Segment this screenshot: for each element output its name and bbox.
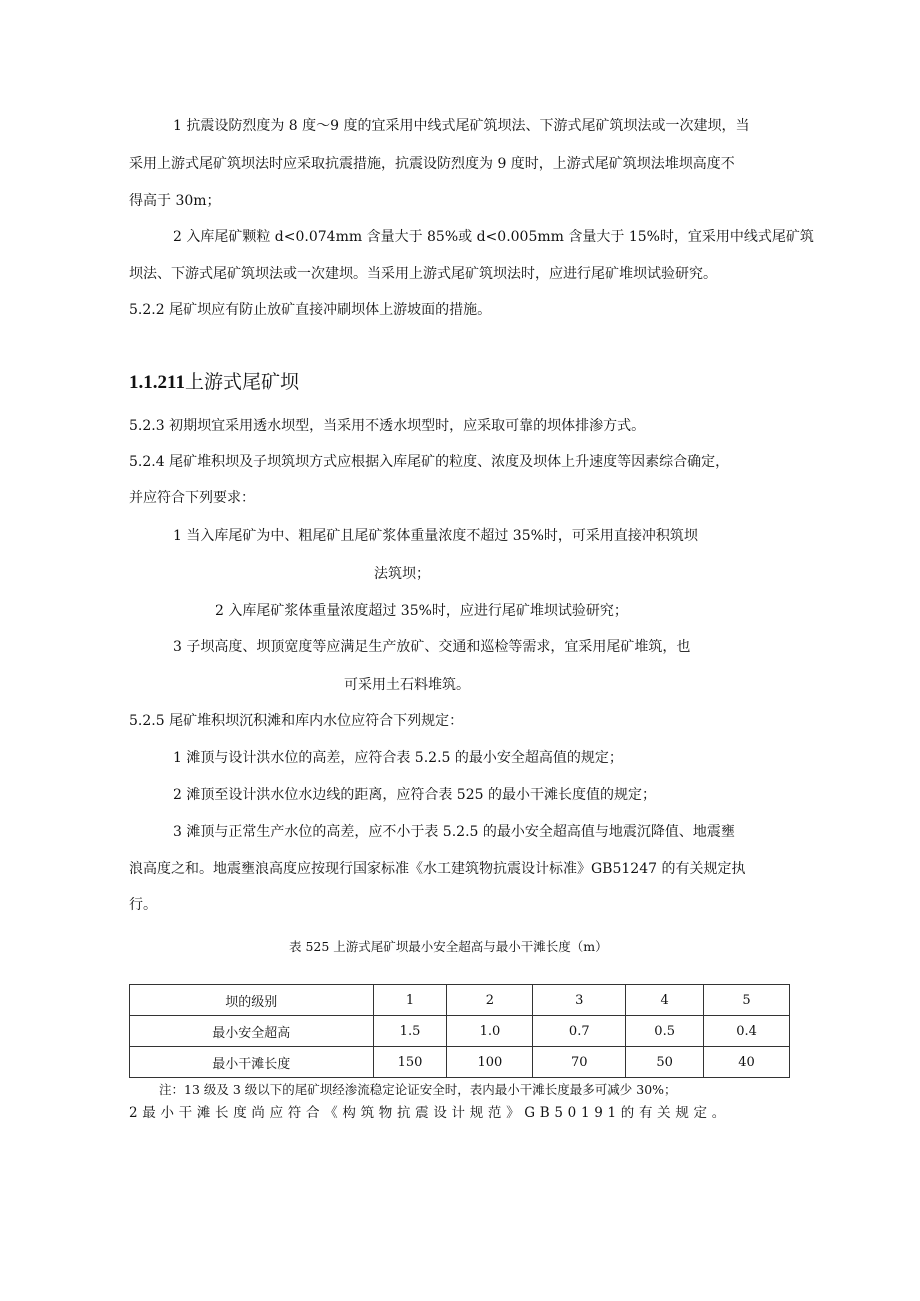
table-cell: 1.0 — [447, 1016, 533, 1047]
row-label: 最小安全超高 — [130, 1016, 374, 1047]
table-cell: 1.5 — [373, 1016, 447, 1047]
table-cell: 0.4 — [704, 1016, 790, 1047]
table-cell: 40 — [704, 1047, 790, 1078]
table-cell: 70 — [533, 1047, 626, 1078]
paragraph-1-line-1: 1 抗震设防烈度为 8 度～9 度的宜采用中线式尾矿筑坝法、下游式尾矿筑坝法或一次建坝，当 — [173, 118, 750, 134]
section-heading-title: 上游式尾矿坝 — [184, 371, 299, 393]
table-row — [130, 985, 790, 1016]
table-cell: 100 — [447, 1047, 533, 1078]
table-cell: 4 — [626, 985, 704, 1016]
rule-3-line-3: 行。 — [129, 897, 157, 913]
table-cell: 5 — [704, 985, 790, 1016]
table-note-2: 2 最 小 干 滩 长 度 尚 应 符 合 《 构 筑 物 抗 震 设 计 规 范 》 G B 5 0 1 9 1 的 有 关 规 定 。 — [129, 1105, 726, 1121]
table-cell: 0.7 — [533, 1016, 626, 1047]
table-cell: 150 — [373, 1047, 447, 1078]
table-caption: 表 525 上游式尾矿坝最小安全超高与最小干滩长度（m） — [289, 939, 608, 954]
table-cell: 1 — [373, 985, 447, 1016]
rule-3-line-1: 3 滩顶与正常生产水位的高差，应不小于表 5.2.5 的最小安全超高值与地震沉降值、地震壅 — [173, 824, 735, 840]
clause-5-2-2: 5.2.2 尾矿坝应有防止放矿直接冲刷坝体上游坡面的措施。 — [129, 302, 492, 318]
clause-5-2-3: 5.2.3 初期坝宜采用透水坝型，当采用不透水坝型时，应采取可靠的坝体排渗方式。 — [129, 418, 646, 434]
item-3-line-2: 可采用土石料堆筑。 — [344, 677, 470, 693]
item-3-line-1: 3 子坝高度、坝顶宽度等应满足生产放矿、交通和巡检等需求，宜采用尾矿堆筑，也 — [173, 639, 691, 655]
clause-5-2-5: 5.2.5 尾矿堆积坝沉积滩和库内水位应符合下列规定： — [129, 713, 464, 729]
table-note-1: 注：13 级及 3 级以下的尾矿坝经渗流稳定论证安全时，表内最小干滩长度最多可减少 30%； — [159, 1082, 677, 1097]
table-row — [130, 1047, 790, 1078]
section-heading-number: 1.1.211 — [129, 372, 185, 393]
paragraph-2-line-1: 2 入库尾矿颗粒 d<0.074mm 含量大于 85%或 d<0.005mm 含量大于 15%时，宜采用中线式尾矿筑 — [173, 229, 814, 245]
item-1-line-1: 1 当入库尾矿为中、粗尾矿且尾矿浆体重量浓度不超过 35%时，可采用直接冲积筑坝 — [173, 528, 698, 544]
row-label: 坝的级别 — [130, 985, 374, 1016]
rule-3-line-2: 浪高度之和。地震壅浪高度应按现行国家标准《水工建筑物抗震设计标准》GB51247 的有关规定执 — [129, 861, 746, 877]
table-row — [130, 1016, 790, 1047]
table-cell: 3 — [533, 985, 626, 1016]
paragraph-1-line-2: 采用上游式尾矿筑坝法时应采取抗震措施，抗震设防烈度为 9 度时，上游式尾矿筑坝法堆坝高度不 — [129, 156, 735, 172]
requirements-table — [129, 984, 790, 1078]
section-heading — [129, 369, 299, 396]
clause-5-2-4-line-2: 并应符合下列要求： — [129, 490, 255, 506]
row-label: 最小干滩长度 — [130, 1047, 374, 1078]
clause-5-2-4-line-1: 5.2.4 尾矿堆积坝及子坝筑坝方式应根据入库尾矿的粒度、浓度及坝体上升速度等因素综合确定， — [129, 454, 730, 470]
table-cell: 50 — [626, 1047, 704, 1078]
rule-2: 2 滩顶至设计洪水位水边线的距离，应符合表 525 的最小干滩长度值的规定； — [173, 787, 656, 803]
table-cell: 2 — [447, 985, 533, 1016]
table-cell: 0.5 — [626, 1016, 704, 1047]
paragraph-2-line-2: 坝法、下游式尾矿筑坝法或一次建坝。当采用上游式尾矿筑坝法时，应进行尾矿堆坝试验研究。 — [129, 266, 717, 282]
item-1-line-2: 法筑坝； — [374, 566, 430, 582]
paragraph-1-line-3: 得高于 30m； — [129, 193, 221, 209]
item-2: 2 入库尾矿浆体重量浓度超过 35%时，应进行尾矿堆坝试验研究； — [215, 603, 628, 619]
rule-1: 1 滩顶与设计洪水位的高差，应符合表 5.2.5 的最小安全超高值的规定； — [173, 750, 623, 766]
